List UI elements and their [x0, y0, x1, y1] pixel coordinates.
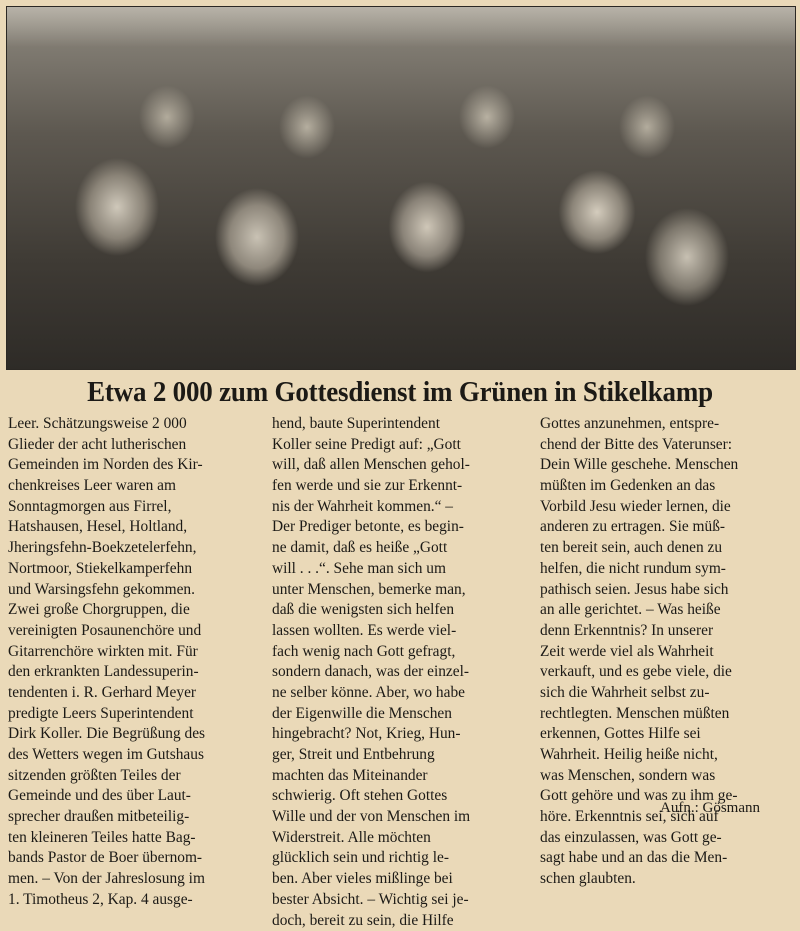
text-line: der Eigenwille die Menschen: [272, 704, 534, 725]
text-line: Zwei große Chorgruppen, die: [8, 600, 266, 621]
article-column-1: [8, 414, 266, 911]
text-line: Der Prediger betonte, es begin-: [272, 517, 534, 538]
text-line: men. – Von der Jahreslosung im: [8, 869, 266, 890]
text-line: ne damit, daß es heiße „Gott: [272, 538, 534, 559]
text-line: Gott gehöre und was zu ihm ge-: [540, 786, 794, 807]
text-line: sondern danach, was der einzel-: [272, 662, 534, 683]
text-line: das einzulassen, was Gott ge-: [540, 828, 794, 849]
text-line: vereinigten Posaunenchöre und: [8, 621, 266, 642]
text-line: Nortmoor, Stiekelkamperfehn: [8, 559, 266, 580]
text-line: chend der Bitte des Vaterunser:: [540, 435, 794, 456]
text-line: ne selber könne. Aber, wo habe: [272, 683, 534, 704]
text-line: pathisch seien. Jesus habe sich: [540, 580, 794, 601]
article-column-2: [272, 414, 534, 931]
text-line: Dirk Koller. Die Begrüßung des: [8, 724, 266, 745]
text-line: bands Pastor de Boer übernom-: [8, 848, 266, 869]
text-line: Dein Wille geschehe. Menschen: [540, 455, 794, 476]
text-line: sagt habe und an das die Men-: [540, 848, 794, 869]
text-line: doch, bereit zu sein, die Hilfe: [272, 911, 534, 931]
text-line: glücklich sein und richtig le-: [272, 848, 534, 869]
text-line: Koller seine Predigt auf: „Gott: [272, 435, 534, 456]
text-line: erkennen, Gottes Hilfe sei: [540, 724, 794, 745]
text-line: Gottes anzunehmen, entspre-: [540, 414, 794, 435]
text-line: Zeit werde viel als Wahrheit: [540, 642, 794, 663]
text-line: tendenten i. R. Gerhard Meyer: [8, 683, 266, 704]
text-line: Gemeinden im Norden des Kir-: [8, 455, 266, 476]
text-line: Hatshausen, Hesel, Holtland,: [8, 517, 266, 538]
text-line: ten kleineren Teiles hatte Bag-: [8, 828, 266, 849]
text-line: sich die Wahrheit selbst zu-: [540, 683, 794, 704]
text-line: machten das Miteinander: [272, 766, 534, 787]
text-line: hingebracht? Not, Krieg, Hun-: [272, 724, 534, 745]
text-line: Wahrheit. Heilig heiße nicht,: [540, 745, 794, 766]
text-line: fach wenig nach Gott gefragt,: [272, 642, 534, 663]
text-line: bester Absicht. – Wichtig sei je-: [272, 890, 534, 911]
text-line: an alle gerichtet. – Was heiße: [540, 600, 794, 621]
text-line: Gitarrenchöre wirkten mit. Für: [8, 642, 266, 663]
text-line: verkauft, und es gebe viele, die: [540, 662, 794, 683]
text-line: ger, Streit und Entbehrung: [272, 745, 534, 766]
text-line: sprecher draußen mitbeteilig-: [8, 807, 266, 828]
text-line: will . . .“. Sehe man sich um: [272, 559, 534, 580]
text-line: sitzenden größten Teiles der: [8, 766, 266, 787]
text-line: rechtlegten. Menschen müßten: [540, 704, 794, 725]
text-line: 1. Timotheus 2, Kap. 4 ausge-: [8, 890, 266, 911]
text-line: Leer. Schätzungsweise 2 000: [8, 414, 266, 435]
text-line: chenkreises Leer waren am: [8, 476, 266, 497]
article-column-3: [540, 414, 794, 890]
text-line: Jheringsfehn-Boekzetelerfehn,: [8, 538, 266, 559]
text-line: ben. Aber vieles mißlinge bei: [272, 869, 534, 890]
text-line: will, daß allen Menschen gehol-: [272, 455, 534, 476]
text-line: und Warsingsfehn gekommen.: [8, 580, 266, 601]
text-line: müßten im Gedenken an das: [540, 476, 794, 497]
text-line: hend, baute Superintendent: [272, 414, 534, 435]
photo-ceiling-lights: [7, 7, 795, 47]
text-line: Sonntagmorgen aus Firrel,: [8, 497, 266, 518]
text-line: predigte Leers Superintendent: [8, 704, 266, 725]
text-line: unter Menschen, bemerke man,: [272, 580, 534, 601]
text-line: ten bereit sein, auch denen zu: [540, 538, 794, 559]
article-headline: Etwa 2 000 zum Gottesdienst im Grünen in Stikelkamp: [28, 372, 772, 412]
text-line: lassen wollten. Es werde viel-: [272, 621, 534, 642]
text-line: Gemeinde und des über Laut-: [8, 786, 266, 807]
text-line: Glieder der acht lutherischen: [8, 435, 266, 456]
text-line: nis der Wahrheit kommen.“ –: [272, 497, 534, 518]
crowd-photo: [6, 6, 796, 370]
text-line: schwierig. Oft stehen Gottes: [272, 786, 534, 807]
text-line: was Menschen, sondern was: [540, 766, 794, 787]
text-line: daß die wenigsten sich helfen: [272, 600, 534, 621]
text-line: Wille und der von Menschen im: [272, 807, 534, 828]
text-line: denn Erkenntnis? In unserer: [540, 621, 794, 642]
text-line: Widerstreit. Alle möchten: [272, 828, 534, 849]
text-line: schen glaubten.: [540, 869, 794, 890]
text-line: fen werde und sie zur Erkennt-: [272, 476, 534, 497]
text-line: des Wetters wegen im Gutshaus: [8, 745, 266, 766]
text-line: anderen zu ertragen. Sie müß-: [540, 517, 794, 538]
text-line: Vorbild Jesu wieder lernen, die: [540, 497, 794, 518]
text-line: helfen, die nicht rundum sym-: [540, 559, 794, 580]
text-line: den erkrankten Landessuperin-: [8, 662, 266, 683]
photo-credit: Aufn.: Gösmann: [660, 800, 760, 817]
text-line: höre. Erkenntnis sei, sich auf: [540, 807, 794, 828]
